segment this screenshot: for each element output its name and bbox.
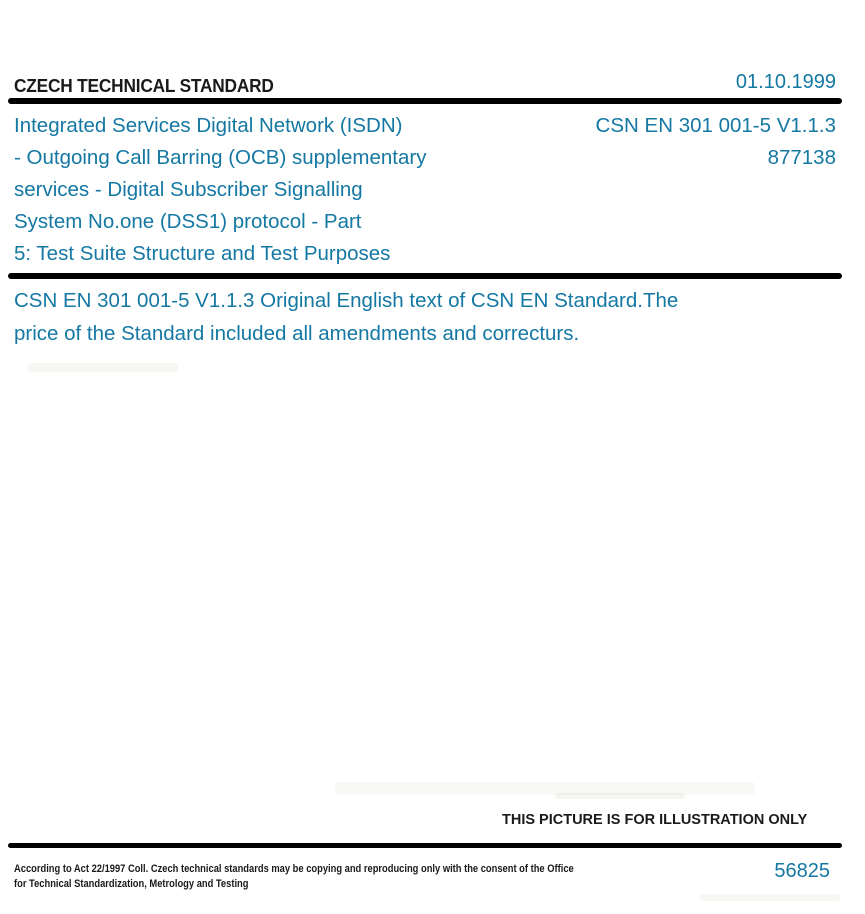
scan-artifact	[700, 894, 840, 901]
order-number: 56825	[774, 860, 830, 882]
standard-description-line: CSN EN 301 001-5 V1.1.3 Original English text of CSN EN Standard.The	[14, 289, 679, 312]
scan-artifact	[28, 363, 178, 372]
copyright-notice-line: for Technical Standardization, Metrology and Testing	[14, 877, 249, 890]
issue-date: 01.10.1999	[735, 71, 836, 93]
copyright-notice	[14, 862, 592, 891]
header-divider-rule	[8, 98, 842, 104]
standard-title-line: System No.one (DSS1) protocol - Part	[14, 210, 362, 233]
scan-artifact	[335, 782, 755, 795]
standard-title-line: services - Digital Subscriber Signalling	[14, 178, 363, 201]
standard-description	[14, 285, 794, 350]
title-divider-rule	[8, 273, 842, 279]
document-header-title: CZECH TECHNICAL STANDARD	[14, 76, 274, 96]
standard-identifiers	[596, 110, 836, 174]
scan-artifact	[555, 793, 685, 799]
catalog-number: 877138	[767, 146, 836, 169]
standard-title-line: - Outgoing Call Barring (OCB) supplementary	[14, 146, 427, 169]
standard-title-line: 5: Test Suite Structure and Test Purposes	[14, 242, 391, 265]
illustration-disclaimer: THIS PICTURE IS FOR ILLUSTRATION ONLY	[502, 812, 808, 828]
standard-description-line: price of the Standard included all amendments and correcturs.	[14, 321, 580, 345]
standard-title-line: Integrated Services Digital Network (ISDN)	[14, 114, 403, 137]
footer-divider-rule	[8, 843, 842, 848]
standard-title	[14, 110, 514, 270]
copyright-notice-line: According to Act 22/1997 Coll. Czech technical standards may be copying and reproducing only with the consent of the Office	[14, 863, 574, 875]
standard-designation: CSN EN 301 001-5 V1.1.3	[595, 114, 836, 137]
